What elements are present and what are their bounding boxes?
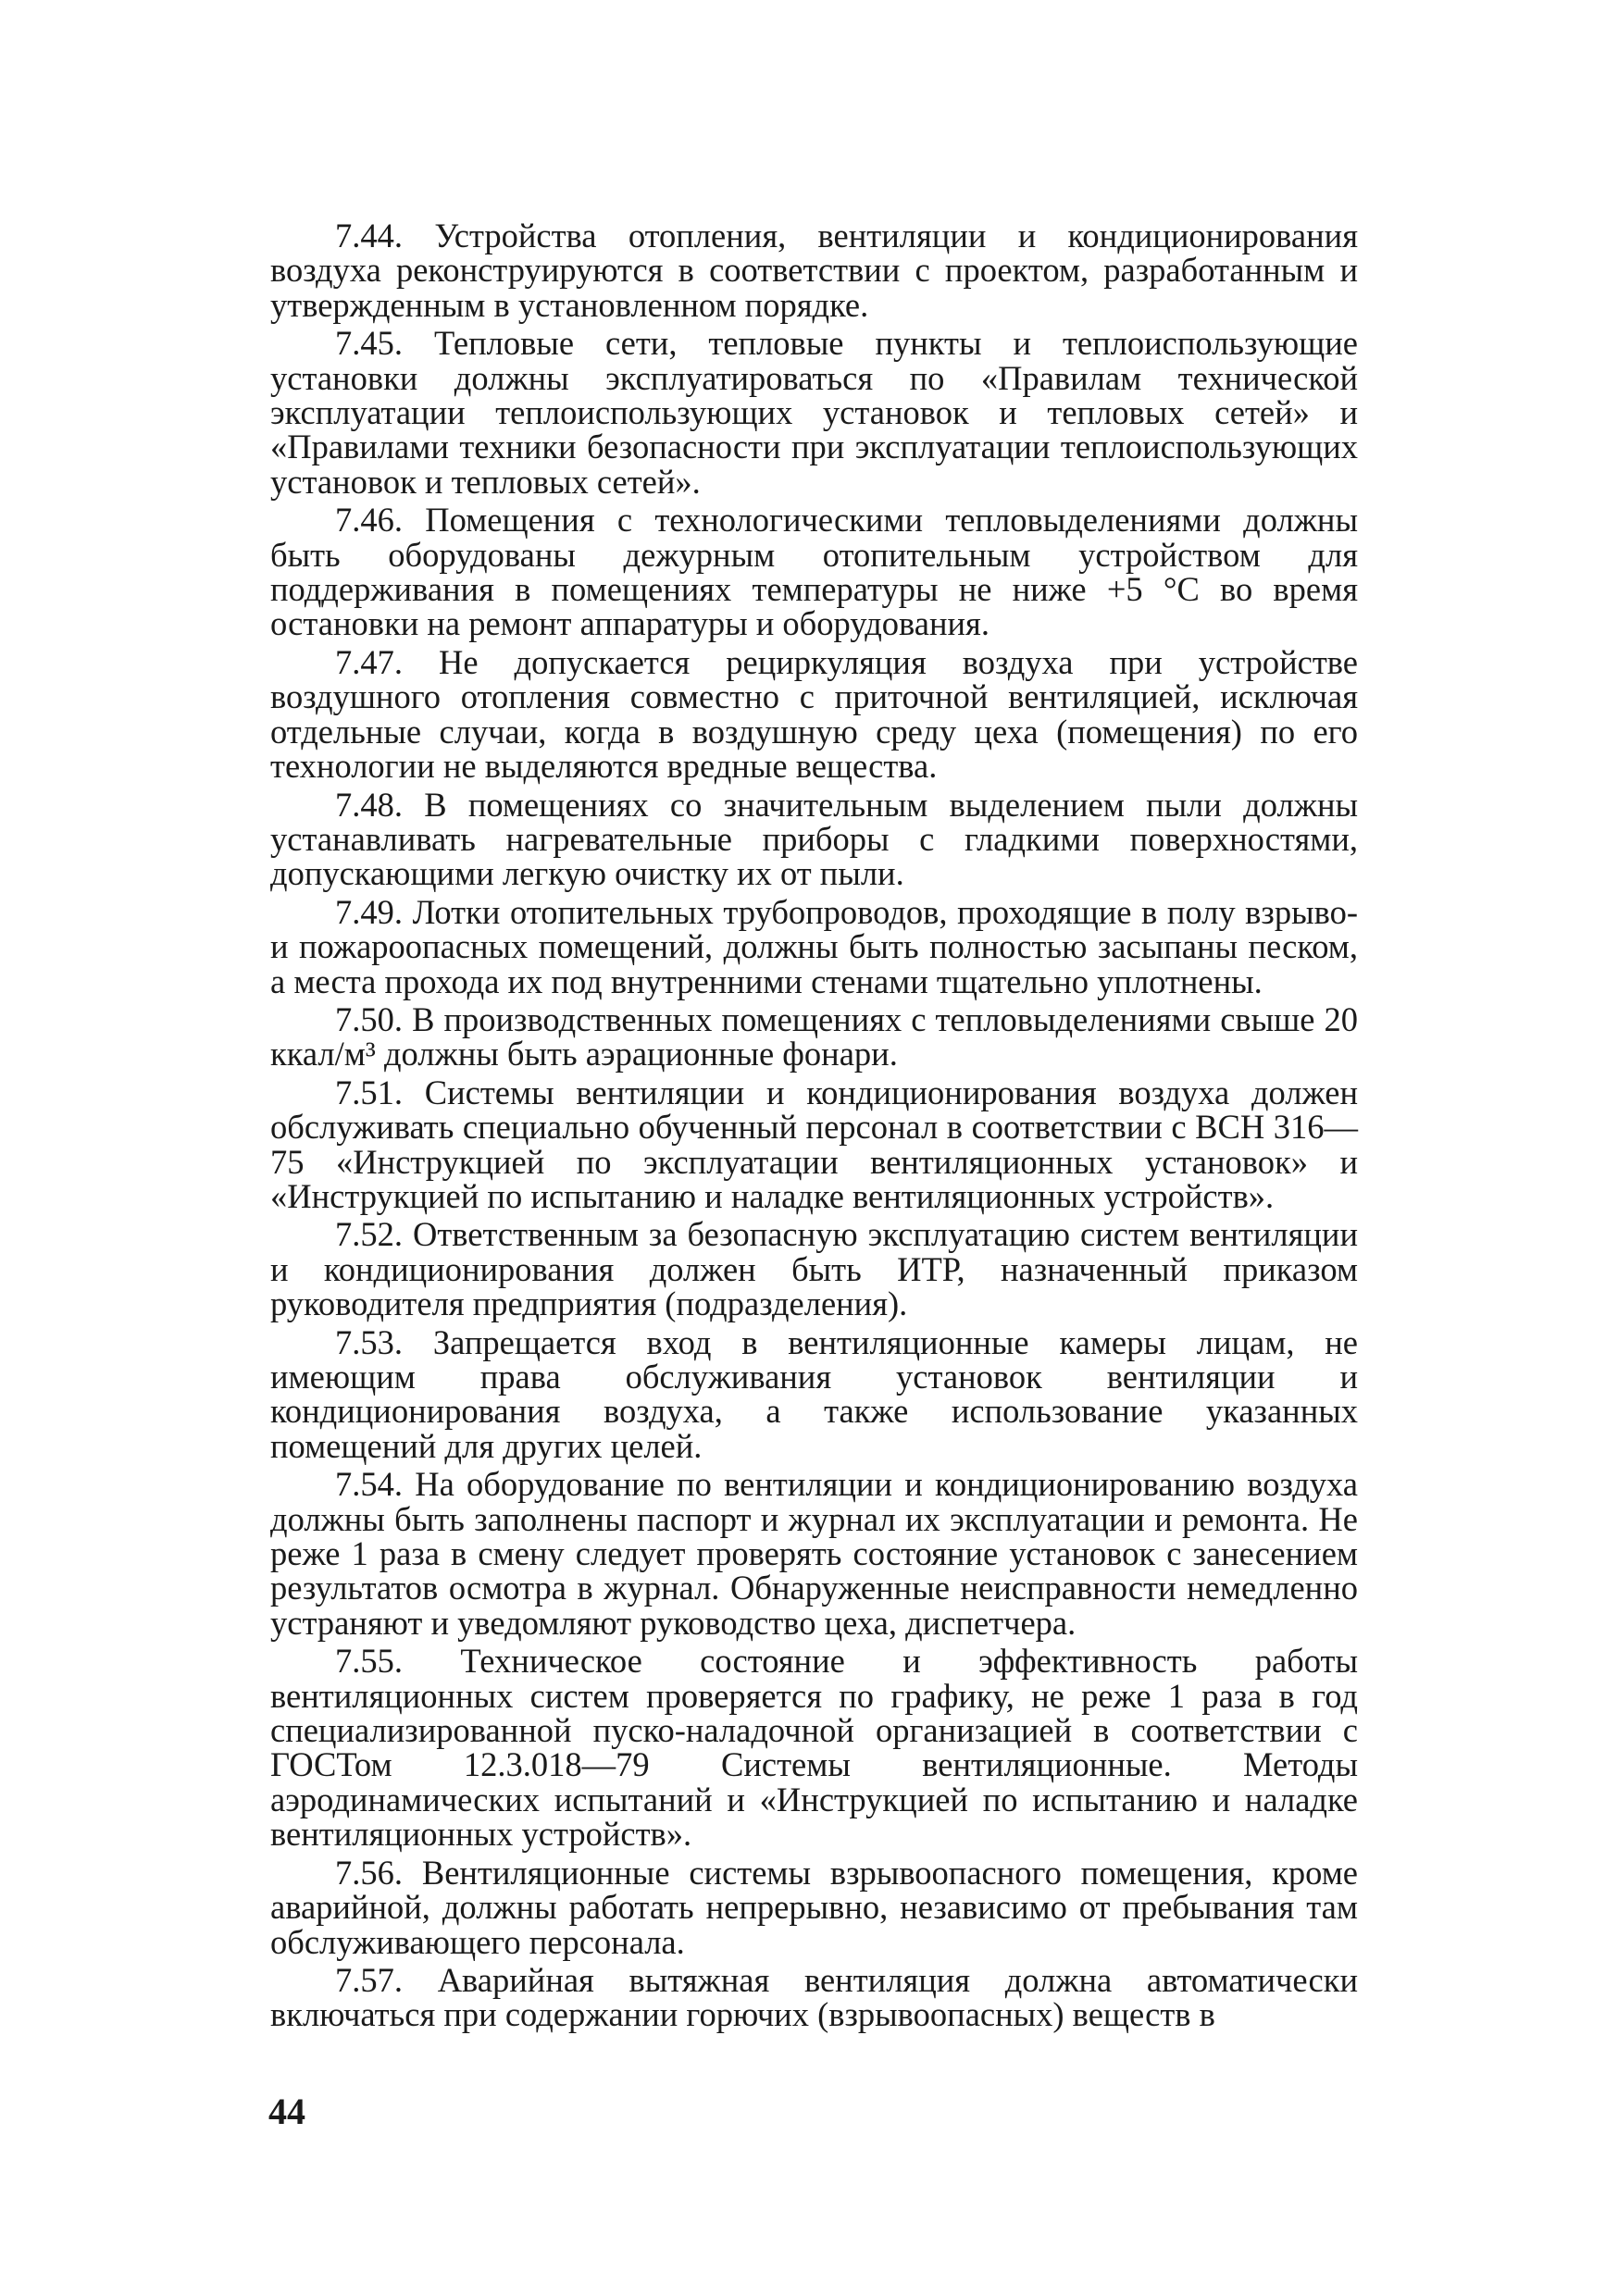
- paragraph-7-51: [270, 1075, 1358, 1214]
- clause-number: 7.45.: [335, 324, 403, 363]
- clause-number: 7.47.: [335, 642, 403, 681]
- clause-text: В производственных помещениях с тепловыделениями свыше 20 ккал/м³ должны быть аэрационные фонари.: [270, 999, 1359, 1074]
- clause-text: Системы вентиляции и кондиционирования воздуха должен обслуживать специально обученный персонал в соответствии с ВСН 316—75 «Инструкцией по эксплуатации вентиляционных установок» и «Инструкцией по испытанию и наладке вентиляционных устройств».: [270, 1073, 1358, 1215]
- paragraph-7-48: [270, 785, 1359, 893]
- clause-number: 7.51.: [335, 1073, 403, 1111]
- clause-text: Помещения с технологическими тепловыделениями должны быть оборудованы дежурным отопительным устройством для поддерживания в помещениях температуры не ниже +5 °С во время остановки на ремонт аппаратуры и оборудования.: [270, 501, 1358, 643]
- clause-text: Тепловые сети, тепловые пункты и теплоиспользующие установки должны эксплуатироваться по «Правилам технической эксплуатации теплоиспользующих установок и тепловых сетей» и «Правилами техники безопасности при эксплуатации теплоиспользующих установок и тепловых сетей».: [270, 324, 1359, 501]
- clause-number: 7.49.: [335, 892, 403, 931]
- page-number: 44: [268, 2091, 305, 2132]
- paragraph-7-55: [270, 1642, 1359, 1854]
- paragraph-7-54: [270, 1467, 1358, 1640]
- paragraph-7-45: [270, 326, 1358, 499]
- clause-text: Лотки отопительных трубопроводов, проходящие в полу взрыво- и пожароопасных помещений, должны быть полностью засыпаны песком, а места прохода их под внутренними стенами тщательно уплотнены.: [270, 892, 1358, 1000]
- paragraph-7-57: [270, 1960, 1358, 2034]
- clause-text: Техническое состояние и эффективность работы вентиляционных систем проверяется по графику, не реже 1 раза в год специализированной пуско-наладочной организацией в соответствии с ГОСТом 12.3.018—79 Системы вентиляционные. Методы аэродинамических испытаний и «Инструкцией по испытанию и наладке вентиляционных устройств».: [270, 1642, 1359, 1854]
- paragraph-7-52: [270, 1217, 1358, 1321]
- paragraph-7-46: [270, 503, 1358, 641]
- text-body: [270, 218, 1358, 2036]
- clause-text: В помещениях со значительным выделением пыли должны устанавливать нагревательные приборы с гладкими поверхностями, допускающими легкую очистку их от пыли.: [270, 785, 1359, 893]
- clause-number: 7.55.: [335, 1642, 403, 1681]
- clause-text: На оборудование по вентиляции и кондиционированию воздуха должны быть заполнены паспорт и журнал их эксплуатации и ремонта. Не реже 1 раза в смену следует проверять состояние установок с занесением результатов осмотра в журнал. Обнаруженные неисправности немедленно устраняют и уведомляют руководство цеха, диспетчера.: [270, 1465, 1358, 1642]
- clause-number: 7.57.: [335, 1960, 403, 1999]
- clause-text: Ответственным за безопасную эксплуатацию систем вентиляции и кондиционирования должен быть ИТР, назначенный приказом руководителя предприятия (подразделения).: [270, 1215, 1358, 1323]
- clause-text: Запрещается вход в вентиляционные камеры лицам, не имеющим права обслуживания установок вентиляции и кондиционирования воздуха, а также использование указанных помещений для других целей.: [270, 1322, 1358, 1465]
- clause-number: 7.56.: [335, 1853, 403, 1892]
- clause-text: Устройства отопления, вентиляции и кондиционирования воздуха реконструируются в соответствии с проектом, разработанным и утвержденным в установленном порядке.: [270, 217, 1358, 324]
- paragraph-7-44: [270, 218, 1358, 322]
- clause-number: 7.48.: [335, 785, 403, 824]
- clause-text: Аварийная вытяжная вентиляция должна автоматически включаться при содержании горючих (взрывоопасных) веществ в: [270, 1960, 1358, 2034]
- clause-text: Вентиляционные системы взрывоопасного помещения, кроме аварийной, должны работать непрерывно, независимо от пребывания там обслуживающего персонала.: [270, 1853, 1359, 1961]
- clause-number: 7.53.: [335, 1322, 403, 1361]
- clause-number: 7.46.: [335, 501, 403, 540]
- paragraph-7-50: [270, 999, 1359, 1074]
- clause-number: 7.52.: [335, 1215, 403, 1254]
- clause-number: 7.50.: [335, 999, 403, 1038]
- paragraph-7-47: [270, 642, 1359, 786]
- clause-number: 7.44.: [335, 217, 403, 254]
- paragraph-7-53: [270, 1322, 1358, 1465]
- clause-text: Не допускается рециркуляция воздуха при устройстве воздушного отопления совместно с приточной вентиляцией, исключая отдельные случаи, когда в воздушную среду цеха (помещения) по его технологии не выделяются вредные вещества.: [270, 642, 1359, 786]
- paragraph-7-56: [270, 1855, 1358, 1959]
- paragraph-7-49: [270, 892, 1358, 1000]
- clause-number: 7.54.: [335, 1465, 403, 1504]
